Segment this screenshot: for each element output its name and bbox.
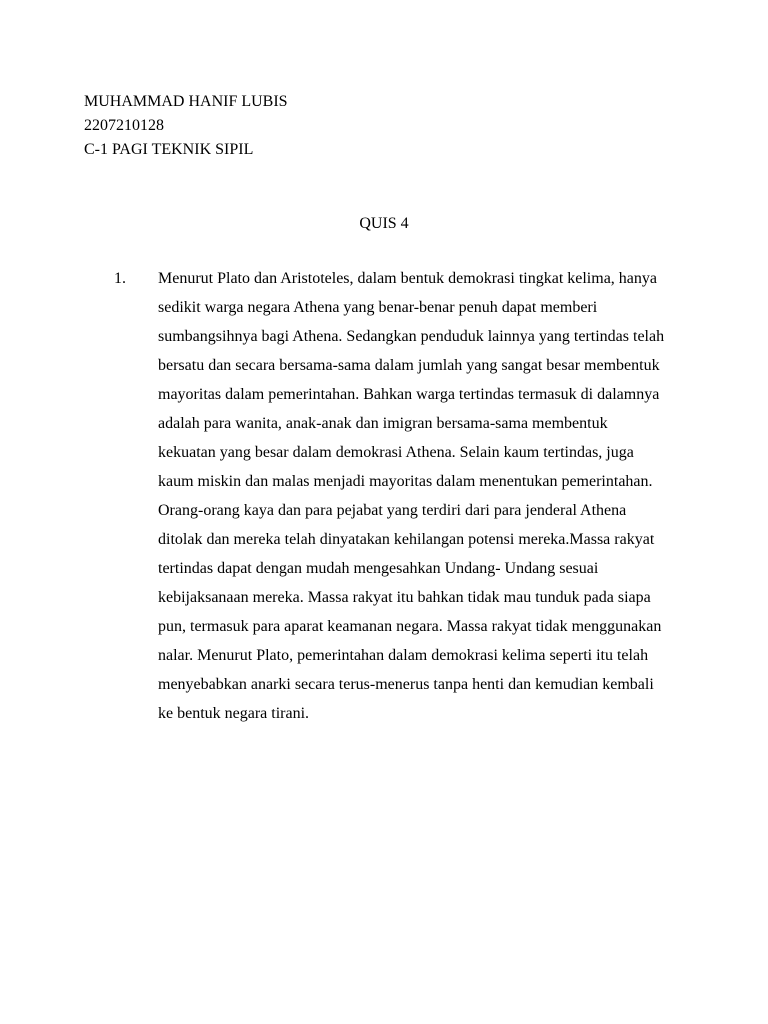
document-title: QUIS 4	[359, 215, 409, 232]
item-paragraph	[158, 264, 682, 728]
paragraph-line: mayoritas dalam pemerintahan. Bahkan warga tertindas termasuk di dalamnya	[158, 386, 660, 403]
paragraph-line: kebijaksanaan mereka. Massa rakyat itu bahkan tidak mau tunduk pada siapa	[158, 589, 651, 606]
student-class: C-1 PAGI TEKNIK SIPIL	[84, 141, 254, 158]
paragraph-line: Orang-orang kaya dan para pejabat yang terdiri dari para jenderal Athena	[158, 502, 627, 519]
paragraph-line: adalah para wanita, anak-anak dan imigran bersama-sama membentuk	[158, 415, 608, 432]
paragraph-line: ke bentuk negara tirani.	[158, 705, 310, 722]
paragraph-line: sumbangsihnya bagi Athena. Sedangkan penduduk lainnya yang tertindas telah	[158, 328, 665, 345]
paragraph-line: kaum miskin dan malas menjadi mayoritas dalam menentukan pemerintahan.	[158, 473, 653, 490]
paragraph-line: sedikit warga negara Athena yang benar-benar penuh dapat memberi	[158, 299, 598, 316]
item-number: 1.	[114, 270, 126, 287]
student-header	[84, 90, 288, 162]
paragraph-line: ditolak dan mereka telah dinyatakan kehilangan potensi mereka.Massa rakyat	[158, 531, 655, 548]
paragraph-line: bersatu dan secara bersama-sama dalam jumlah yang sangat besar membentuk	[158, 357, 660, 374]
paragraph-line: pun, termasuk para aparat keamanan negara. Massa rakyat tidak menggunakan	[158, 618, 662, 635]
paragraph-line: tertindas dapat dengan mudah mengesahkan Undang- Undang sesuai	[158, 560, 599, 577]
student-name: MUHAMMAD HANIF LUBIS	[84, 93, 288, 110]
paragraph-line: nalar. Menurut Plato, pemerintahan dalam demokrasi kelima seperti itu telah	[158, 647, 649, 664]
paragraph-line: Menurut Plato dan Aristoteles, dalam bentuk demokrasi tingkat kelima, hanya	[158, 270, 657, 287]
student-id: 2207210128	[84, 117, 164, 134]
paragraph-line: kekuatan yang besar dalam demokrasi Athena. Selain kaum tertindas, juga	[158, 444, 634, 461]
paragraph-line: menyebabkan anarki secara terus-menerus tanpa henti dan kemudian kembali	[158, 676, 654, 693]
